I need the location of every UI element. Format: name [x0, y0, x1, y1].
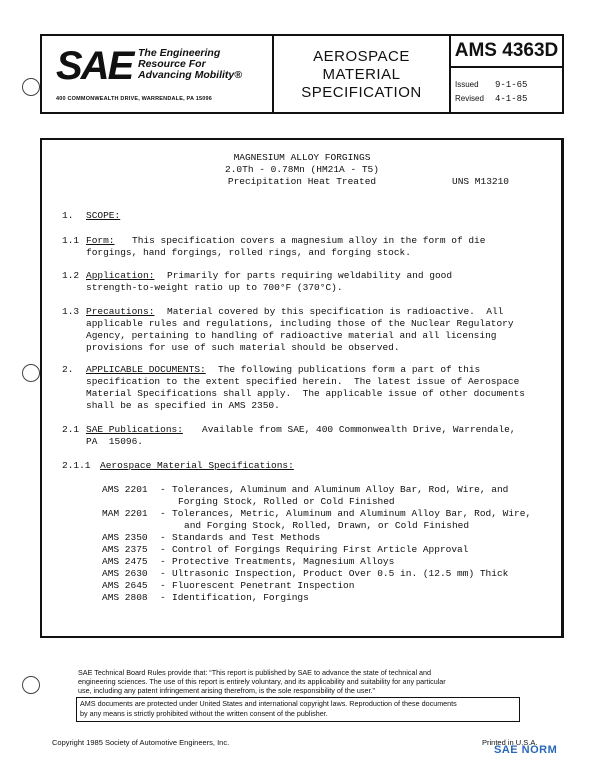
section-number: 1.2	[62, 270, 80, 281]
paragraph-line: shall be as specified in AMS 2350.	[86, 400, 280, 411]
reference-dash: -	[160, 556, 166, 567]
revised-date: 4-1-85	[495, 94, 528, 104]
issued-label: Issued	[455, 80, 479, 89]
reference-dash: -	[160, 580, 166, 591]
document-number: AMS 4363D	[451, 36, 562, 68]
section-number: 2.	[62, 364, 74, 375]
reference-code: AMS 2808	[102, 592, 148, 603]
reference-title: Standards and Test Methods	[172, 532, 321, 543]
punch-hole-bottom	[22, 676, 40, 694]
document-number-block	[451, 36, 562, 112]
reference-title: Control of Forgings Requiring First Article Approval	[172, 544, 469, 555]
section-label: SAE Publications:	[86, 424, 183, 435]
section-label: Form:	[86, 235, 115, 246]
revised-label: Revised	[455, 94, 484, 103]
reference-title: Tolerances, Metric, Aluminum and Aluminum Alloy Bar, Rod, Wire,	[172, 508, 532, 519]
reference-dash: -	[160, 544, 166, 555]
reference-title: Protective Treatments, Magnesium Alloys	[172, 556, 395, 567]
technical-board-notice: SAE Technical Board Rules provide that: “This report is published by SAE to advance the state of technical and engineering sciences. The use of this report is entirely voluntary, and its applicability and suitability for any particular use, including any patent infringement arising therefrom, is the sole responsibility of the user.”	[78, 668, 446, 695]
reference-dash: -	[160, 484, 166, 495]
doc-title-line3: Precipitation Heat Treated	[227, 176, 377, 187]
paragraph-line: This specification covers a magnesium alloy in the form of die	[132, 235, 486, 246]
section-heading: SCOPE:	[86, 210, 121, 221]
section-number: 2.1.1	[62, 460, 91, 471]
copyright-line: Copyright 1985 Society of Automotive Engineers, Inc.	[52, 738, 230, 747]
reference-dash: -	[160, 592, 166, 603]
punch-hole-middle	[22, 364, 40, 382]
paragraph-line: The following publications form a part of this	[218, 364, 481, 375]
sae-logo-block	[42, 36, 274, 112]
reference-code: AMS 2375	[102, 544, 148, 555]
paragraph-line: Available from SAE, 400 Commonwealth Drive, Warrendale,	[202, 424, 516, 435]
paragraph-line: Agency, pertaining to handling of radioactive material and all licensing	[86, 330, 497, 341]
paragraph-line: Material Specifications shall apply. The applicable issue of other documents	[86, 388, 525, 399]
watermark: SAE NORM	[494, 744, 558, 756]
section-label: Aerospace Material Specifications:	[100, 460, 294, 471]
doc-title-line1: MAGNESIUM ALLOY FORGINGS	[233, 152, 371, 163]
section-label: Application:	[86, 270, 155, 281]
paragraph-line: forgings, hand forgings, rolled rings, and forging stock.	[86, 247, 411, 258]
reference-title: Identification, Forgings	[172, 592, 309, 603]
paragraph-line: Material covered by this specification is radioactive. All	[167, 306, 504, 317]
paragraph-line: applicable rules and regulations, including those of the Nuclear Regulatory	[86, 318, 514, 329]
reference-code: AMS 2645	[102, 580, 148, 591]
reference-title: and Forging Stock, Rolled, Drawn, or Cold Finished	[184, 520, 470, 531]
spec-title-line: SPECIFICATION	[301, 84, 422, 101]
paragraph-line: provisions for use of such material should be observed.	[86, 342, 400, 353]
sae-address: 400 COMMONWEALTH DRIVE, WARRENDALE, PA 15096	[56, 96, 212, 102]
paragraph-line: strength-to-weight ratio up to 700°F (370°C).	[86, 282, 343, 293]
reference-title: Tolerances, Aluminum and Aluminum Alloy Bar, Rod, Wire, and	[172, 484, 509, 495]
sae-tagline: The Engineering Resource For Advancing Mobility®	[138, 47, 242, 81]
date-block	[455, 78, 527, 106]
reference-title: Ultrasonic Inspection, Product Over 0.5 in. (12.5 mm) Thick	[172, 568, 509, 579]
spec-title-line: AEROSPACE	[313, 48, 410, 65]
section-number: 1.	[62, 210, 74, 221]
copyright-notice-box: AMS documents are protected under United States and international copyright laws. Reproduction of these documents by any means is strictly prohibited without the written consent of the publisher.	[76, 697, 520, 722]
paragraph-line: Primarily for parts requiring weldability and good	[167, 270, 453, 281]
paragraph-line: PA 15096.	[86, 436, 144, 447]
reference-code: AMS 2350	[102, 532, 148, 543]
reference-code: MAM 2201	[102, 508, 148, 519]
reference-code: AMS 2201	[102, 484, 148, 495]
spec-title-block	[274, 36, 451, 112]
spec-title-line: MATERIAL	[322, 66, 401, 83]
section-number: 1.3	[62, 306, 80, 317]
section-number: 2.1	[62, 424, 80, 435]
punch-hole-top	[22, 78, 40, 96]
paragraph-line: specification to the extent specified herein. The latest issue of Aerospace	[86, 376, 520, 387]
section-number: 1.1	[62, 235, 80, 246]
reference-title: Forging Stock, Rolled or Cold Finished	[178, 496, 395, 507]
reference-dash: -	[160, 532, 166, 543]
issued-date: 9-1-65	[495, 80, 528, 90]
reference-title: Fluorescent Penetrant Inspection	[172, 580, 355, 591]
doc-title-line2: 2.0Th - 0.78Mn (HM21A - T5)	[225, 164, 379, 175]
uns-number: UNS M13210	[452, 176, 510, 187]
sae-logo-icon: SAE	[56, 44, 133, 88]
section-label: Precautions:	[86, 306, 155, 317]
reference-code: AMS 2475	[102, 556, 148, 567]
printed-in: Printed in U.S.A.	[482, 738, 538, 747]
reference-dash: -	[160, 508, 166, 519]
specification-body	[40, 138, 564, 638]
document-header	[40, 34, 564, 114]
reference-code: AMS 2630	[102, 568, 148, 579]
reference-dash: -	[160, 568, 166, 579]
section-label: APPLICABLE DOCUMENTS:	[86, 364, 206, 375]
